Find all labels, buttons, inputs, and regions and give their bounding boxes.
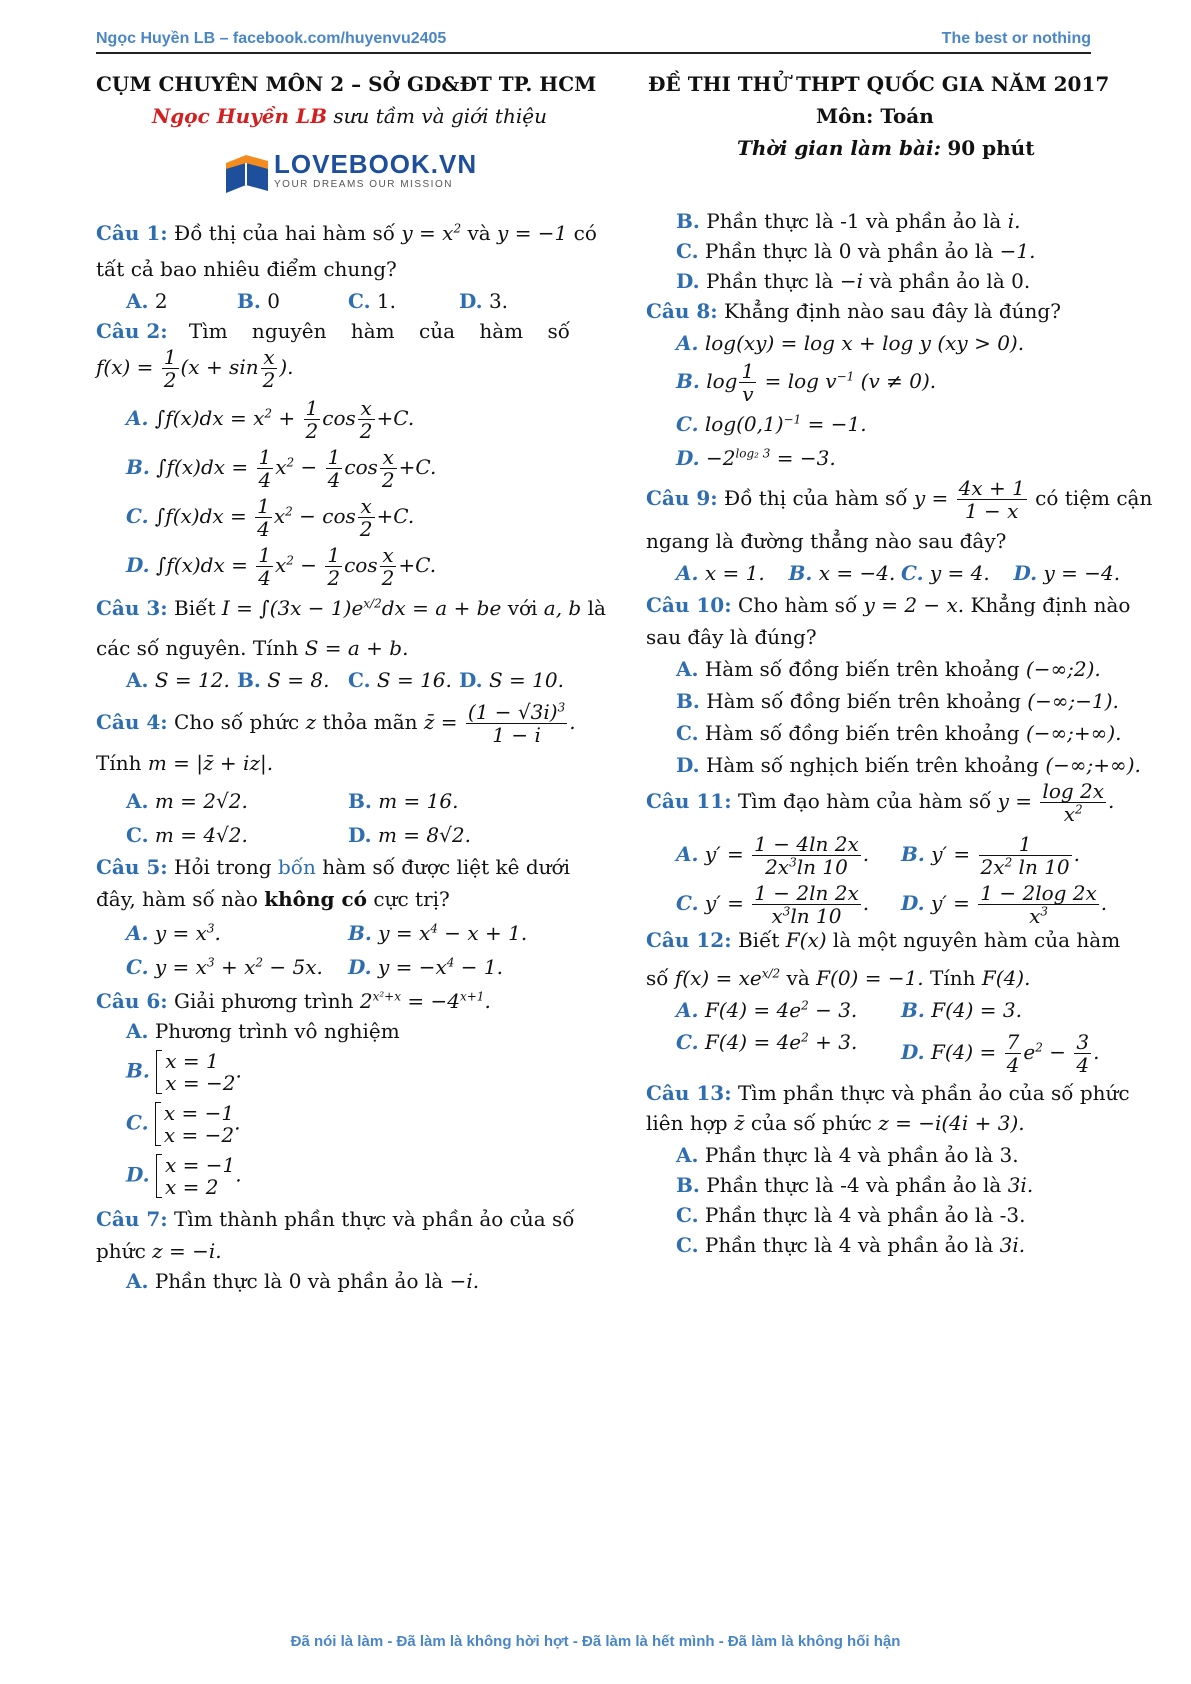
q4-line2: Tính m = |z̄ + iz|. [96,751,274,775]
q13-opt-b: B. Phần thực là -4 và phần ảo là 3i. [676,1173,1034,1197]
q2-opt-d: D. ∫f(x)dx = $\frac{1}{4}$ $x^2$ − $\frac{1}{2}$ cos $\frac{x}{2}$ +C. [126,543,437,590]
q2-opt-b: B. ∫f(x)dx = $\frac{1}{4}$ $x^2$ − $\frac{1}{4}$ cos $\frac{x}{2}$ +C. [126,445,437,492]
q10-line2: sau đây là đúng? [646,625,817,649]
subject: Môn: Toán [816,104,934,128]
q3-line1: Câu 3: Biết $I = \int(3x - 1)e^{x/2}dx = a$ + be với a, b là [96,596,606,620]
q11-options-cd: C. y′ = $\frac{1 - 2\ln 2x}{x^3\ln 10}$ . D. y′ = $\frac{1 - 2\log 2x}{x^3}$ . [676,881,1108,928]
q3-integral: $I = \int(3x - 1)e^{x/2}dx = a$ + be [221,596,502,620]
q7-line2: phức z = −i. [96,1239,222,1263]
q5-line1: Câu 5: Hỏi trong bốn hàm số được liệt kê dưới [96,855,570,879]
q9-line1: Câu 9: Đồ thị của hàm số y = $\frac{4x + 1}{1 - x}$ có tiệm cận [646,476,1153,523]
header-right: The best or nothing [941,30,1091,47]
q11-line: Câu 11: Tìm đạo hàm của hàm số y = $\frac{\log 2x}{x^2}$ . [646,779,1115,826]
q3-options: A. S = 12. B. S = 8. C. S = 16. D. S = 10. [126,668,564,692]
q4-options-cd: C. m = 4√2. D. m = 8√2. [126,823,471,847]
q11-options-ab: A. y′ = $\frac{1 - 4\ln 2x}{2x^3\ln 10}$ . B. y′ = $\frac{1}{2x^2 \ln 10}$ . [676,832,1081,879]
q8-line: Câu 8: Khẳng định nào sau đây là đúng? [646,299,1061,323]
q4-options-ab: A. m = 2√2. B. m = 16. [126,789,459,813]
q10-opt-b: B. Hàm số đồng biến trên khoảng (−∞;−1). [676,689,1119,713]
q3-know: Biết [174,596,216,620]
time-label: Thời gian làm bài: [737,136,941,160]
q1-f2: y = −1 [497,221,568,245]
q1-opt-d: D. 3. [459,289,509,313]
q7-opt-c: C. Phần thực là 0 và phần ảo là −1. [676,239,1036,263]
right-column [646,209,1153,1257]
q13-opt-d: C. Phần thực là 4 và phần ảo là 3i. [676,1233,1026,1257]
q5-options-cd: C. $y = x^3 + x^2 - 5x$. D. $y = -x^4 - 1$. [126,955,503,979]
q8-opt-b: B. log $\frac{1}{v}$ = $\log v^{-1}$ (v ≠ 0). [676,359,937,406]
q4-line1: Câu 4: Cho số phức z thỏa mãn z̄ = $\frac{(1 - √3i)^3}{1 - i}$ . [96,700,576,747]
q2-label: Câu 2: [96,319,168,343]
q7-opt-d: D. Phần thực là −i và phần ảo là 0. [676,269,1031,293]
q2-opt-a: A. $\int f(x)dx = x^2$ + $\frac{1}{2}$ cos $\frac{x}{2}$ +C. [126,396,415,443]
q6-opt-a: A. Phương trình vô nghiệm [126,1019,400,1043]
q2-function: f(x) = $\frac{1}{2}$ (x + sin $\frac{x}{2}$ ). [96,345,294,392]
q13-opt-a: A. Phần thực là 4 và phần ảo là 3. [676,1143,1019,1167]
q1-options [96,290,570,312]
q13-line1: Câu 13: Tìm phần thực và phần ảo của số phức [646,1081,1130,1105]
left-column [96,221,606,1293]
q6-line1: Câu 6: Giải phương trình $2^{x^2+x} = -4^{x+1}$. [96,989,491,1013]
time-line [737,136,1034,160]
logo-name: LOVEBOOK.VN [274,149,478,179]
q10-opt-a: A. Hàm số đồng biến trên khoảng (−∞;2). [676,657,1101,681]
q1-line2: tất cả bao nhiêu điểm chung? [96,257,397,281]
footer-motto: Đã nói là làm - Đã làm là không hời hợt - Đã làm là hết mình - Đã làm là không hối hận [290,1633,901,1650]
q12-line1: Câu 12: Biết F(x) là một nguyên hàm của hàm [646,928,1121,952]
q1-label: Câu 1: [96,221,168,245]
author-line [152,104,547,128]
time-value: 90 phút [947,136,1035,160]
q1-text: Đồ thị của hai hàm số [174,221,396,245]
q3-with: với [507,596,538,620]
q5-line2: đây, hàm số nào không có cực trị? [96,887,450,911]
q2-line1 [96,320,570,342]
q1-f1: $y = x^2$ [401,221,462,245]
q9-options: A. x = 1. B. x = −4. C. y = 4. D. y = −4. [676,561,1121,585]
q9-line2: ngang là đường thẳng nào sau đây? [646,529,1007,553]
header-rule [96,52,1091,54]
q8-opt-a: A. log(xy) = log x + log y (xy > 0). [676,331,1025,355]
q6-opt-c: C. x = −1 x = −2 . [126,1101,241,1147]
q12-line2: số $f(x) = xe^{x/2}$ và F(0) = −1. Tính F(4). [646,966,1031,990]
q1-and: và [467,221,491,245]
q7-opt-a: A. Phần thực là 0 và phần ảo là −i. [126,1269,480,1293]
q6-opt-d: D. x = −1 x = 2 . [126,1153,242,1199]
logo-tagline: YOUR DREAMS OUR MISSION [274,179,453,190]
q10-opt-d: D. Hàm số nghịch biến trên khoảng (−∞;+∞). [676,753,1141,777]
book-icon [224,151,270,195]
lovebook-logo [224,147,478,199]
header-left: Ngọc Huyền LB – facebook.com/huyenvu2405 [96,30,447,47]
q12-options-cd: C. $F(4) = 4e^2 + 3$. D. F(4) = $\frac{7}{4}$ $e^2$ − $\frac{3}{4}$ . [676,1030,1100,1077]
q7-line1: Câu 7: Tìm thành phần thực và phần ảo của số [96,1207,575,1231]
q3-line2: các số nguyên. Tính S = a + b. [96,636,409,660]
q1-line1 [96,221,597,245]
q10-opt-c: C. Hàm số đồng biến trên khoảng (−∞;+∞). [676,721,1122,745]
q2-text: Tìm nguyên hàm của hàm số [188,319,570,343]
author-suffix: sưu tầm và giới thiệu [333,104,547,128]
q2-opt-c: C. ∫f(x)dx = $\frac{1}{4}$ $x^2 - \cos$ $\frac{x}{2}$ +C. [126,494,415,541]
q1-opt-b: B. 0 [237,289,280,313]
q1-opt-c: C. 1. [348,289,396,313]
q3-label: Câu 3: [96,596,168,620]
exam-cluster-title: CỤM CHUYÊN MÔN 2 – SỞ GD&ĐT TP. HCM [96,72,597,96]
q10-line1: Câu 10: Cho hàm số y = 2 − x. Khẳng định nào [646,593,1131,617]
q8-opt-d: D. $-2^{log_2 3} = -3$. [676,446,836,470]
q5-options-ab: A. $y = x^3$. B. $y = x^4 - x + 1$. [126,921,528,945]
q8-opt-c: C. $\log(0,1)^{-1} = -1$. [676,412,867,436]
q7-opt-b: B. Phần thực là -1 và phần ảo là i. [676,209,1021,233]
q6-opt-b: B. x = 1 x = −2 . [126,1049,242,1095]
q3-are: là [587,596,606,620]
q13-line2: liên hợp z̄ của số phức z = −i(4i + 3). [646,1111,1025,1135]
q13-opt-c: C. Phần thực là 4 và phần ảo là -3. [676,1203,1026,1227]
q4-label: Câu 4: [96,710,168,734]
q12-options-ab: A. $F(4) = 4e^2 - 3$. B. F(4) = 3. [676,998,1022,1022]
exam-title: ĐỀ THI THỬ THPT QUỐC GIA NĂM 2017 [648,72,1110,96]
author-name: Ngọc Huyền LB [152,104,327,128]
q1-opt-a: A. 2 [126,289,168,313]
q1-have: có [573,221,597,245]
